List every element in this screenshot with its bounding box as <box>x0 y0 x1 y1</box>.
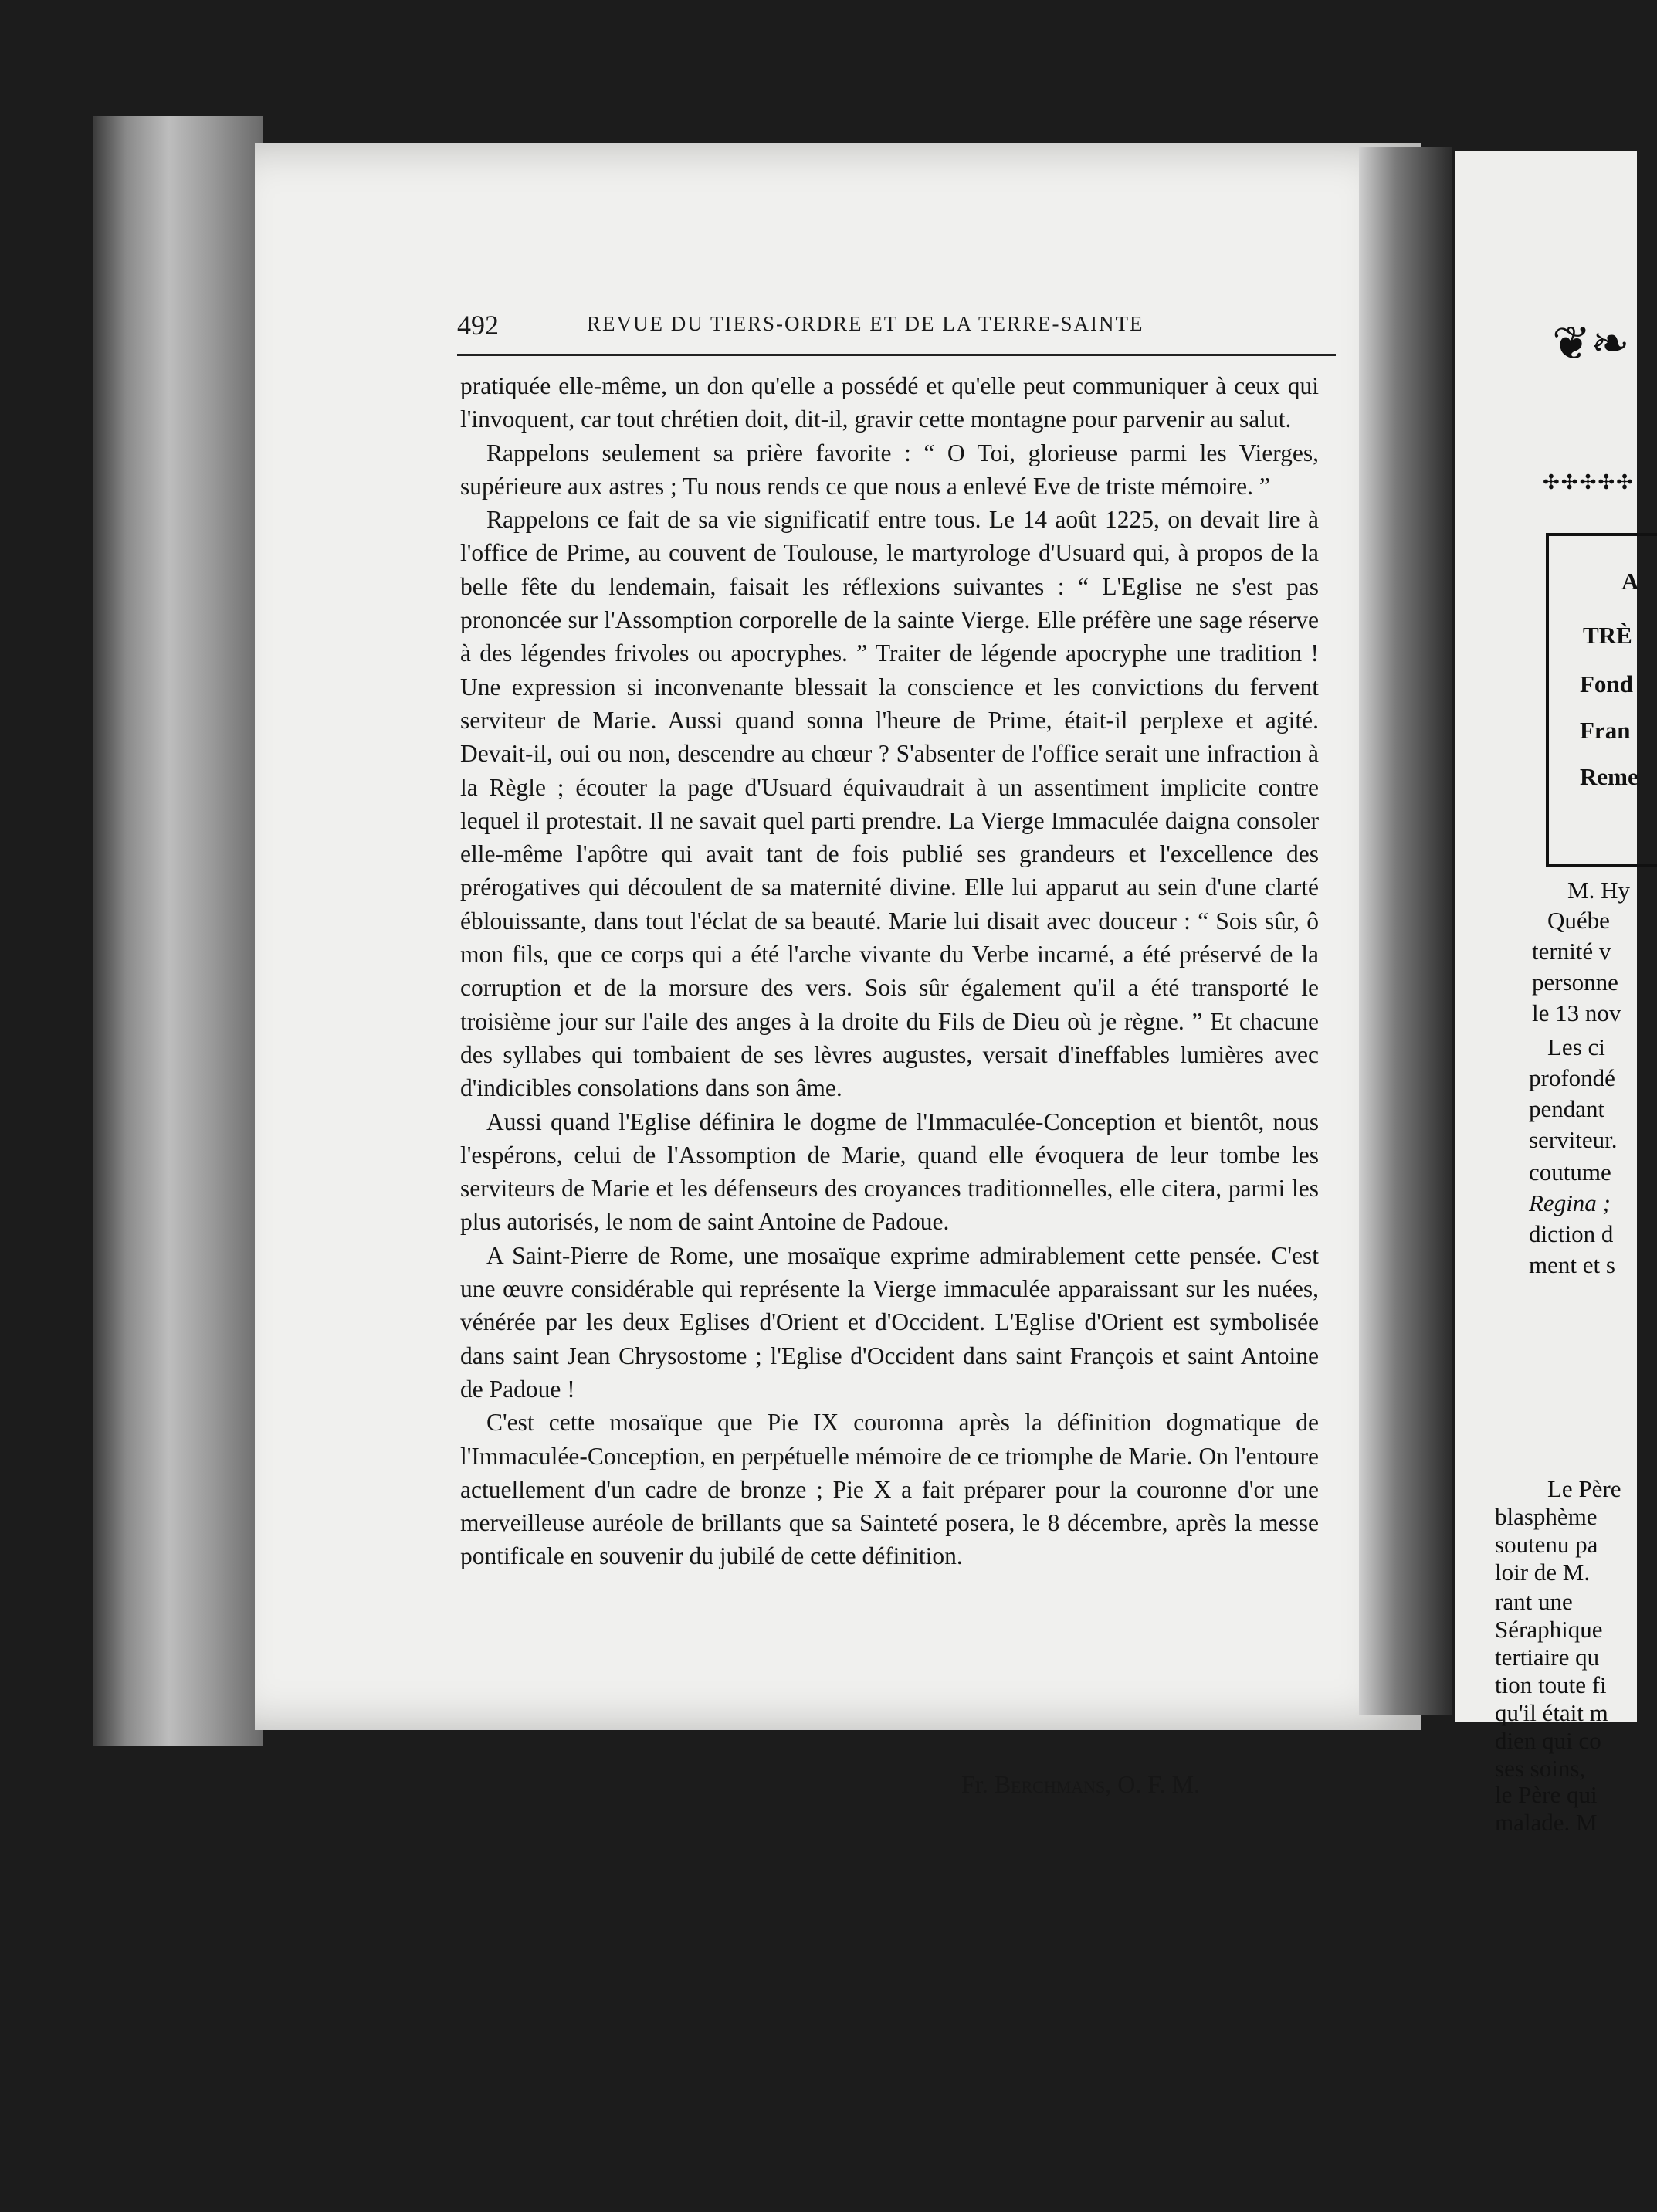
book-gutter <box>1359 147 1452 1715</box>
rp-line-a9: serviteur. <box>1529 1126 1618 1153</box>
book-page-edges <box>93 116 263 1746</box>
rp-line-b11: ses soins, <box>1495 1755 1586 1782</box>
paragraph-4: Aussi quand l'Eglise définira le dogme de l'Immaculée-Conception et bientôt, nous l'espérons, celui de l'Assomption de Marie, quand elle évoquera de leur tombe les serviteurs de Marie et les défenseurs des croyances traditionnelles, elle citera, parmi les plus autorisés, le nom de saint Antoine de Padoue. <box>460 1108 1319 1236</box>
box-line-4: Fran <box>1580 717 1631 744</box>
rp-line-b6: Séraphique <box>1495 1616 1603 1643</box>
paragraph-6: C'est cette mosaïque que Pie IX couronna après la définition dogmatique de l'Immaculée-Conception, en perpétuelle mémoire de ce triomphe de Marie. On l'entoure actuellement d'un cadre de bronze ; Pie X a fait préparer pour la couronne d'or une merveilleuse auréole de brillants que sa Sainteté posera, le 8 décembre, après la messe pontificale en souvenir du jubilé de cette définition. <box>460 1409 1319 1570</box>
header-rule <box>457 354 1336 356</box>
box-line-3: Fond <box>1580 670 1633 697</box>
paragraph-2: Rappelons seulement sa prière favorite : “ O Toi, glorieuse parmi les Vierges, supérieure aux astres ; Tu nous rends ce que nous a enlevé Eve de triste mémoire. ” <box>460 439 1319 500</box>
rp-line-a11: Regina ; <box>1529 1189 1611 1216</box>
rp-line-b4: loir de M. <box>1495 1559 1591 1586</box>
rp-line-a3: ternité v <box>1532 938 1611 965</box>
rp-line-a6: Les ci <box>1547 1033 1605 1060</box>
author-signature <box>961 1770 1200 1799</box>
rp-line-b2: blasphème <box>1495 1503 1598 1530</box>
rp-line-a13: ment et s <box>1529 1251 1615 1278</box>
rp-line-a4: personne <box>1532 969 1618 996</box>
rp-line-b5: rant une <box>1495 1588 1573 1615</box>
signature-name: Berchmans <box>994 1770 1106 1798</box>
running-head: REVUE DU TIERS-ORDRE ET DE LA TERRE-SAINTE <box>587 312 1144 335</box>
rp-line-b9: qu'il était m <box>1495 1699 1608 1726</box>
rp-line-b3: soutenu pa <box>1495 1531 1598 1558</box>
fleuron-ornament: ❦❧ <box>1552 318 1630 369</box>
rp-line-b13: malade. M <box>1495 1809 1598 1836</box>
rp-line-a2: Québe <box>1547 907 1610 934</box>
title-box <box>1546 533 1657 867</box>
page-number: 492 <box>457 310 499 341</box>
box-line-2: TRÈ <box>1583 622 1632 649</box>
paragraph-3: Rappelons ce fait de sa vie significatif entre tous. Le 14 août 1225, on devait lire à l'office de Prime, au couvent de Toulouse, le martyrologe d'Usuard qui, à propos de la belle fête du lendemain, faisait les réflexions suivantes : “ L'Eglise ne s'est pas prononcée sur l'Assomption corporelle de la sainte Vierge. Elle préfère une sage réserve à des légendes frivoles ou apocryphes. ” Traiter de légende apocryphe une tradition ! Une expression si inconvenante blessait la conscience et les convictions du fervent serviteur de Marie. Aussi quand sonna l'heure de Prime, était-il perplexe et agité. Devait-il, oui ou non, descendre au chœur ? S'absenter de l'office serait une infraction à la Règle ; écouter la page d'Usuard équivaudrait à un assentiment implicite contre lequel il protestait. Il ne savait quel parti prendre. La Vierge Immaculée daigna consoler elle-même l'apôtre qui avait tant de fois publié ses grandeurs et l'excellence des prérogatives qui découlent de sa maternité divine. Elle lui apparut au sein d'une clarté éblouissante, dans tout l'éclat de sa beauté. Marie lui disait avec douceur : “ Sois sûr, ô mon fils, que ce corps qui a été l'arche vivante du Verbe incarné, a été préservé de la corruption et de la morsure des vers. Sois sûr également qu'il a été transporté le troisième jour sur l'aile des anges à la droite du Fils de Dieu où je règne. ” Et chacune des syllabes qui tombaient de ses lèvres augustes, versait d'ineffables lumières avec d'indicibles consolations dans son âme. <box>460 506 1319 1102</box>
rp-line-b8: tion toute fi <box>1495 1671 1607 1698</box>
rp-line-a8: pendant <box>1529 1095 1605 1122</box>
box-line-1: A <box>1621 568 1639 595</box>
signature-prefix: Fr. <box>961 1770 995 1798</box>
article-body <box>460 369 1319 1573</box>
rp-line-b12: le Père qui <box>1495 1781 1598 1808</box>
signature-suffix: , O. F. M. <box>1105 1770 1201 1798</box>
rp-line-a12: diction d <box>1529 1220 1614 1247</box>
rp-line-a5: le 13 nov <box>1532 999 1621 1026</box>
rp-line-b7: tertiaire qu <box>1495 1644 1600 1671</box>
rp-line-a10: coutume <box>1529 1159 1611 1186</box>
paragraph-1: pratiquée elle-même, un don qu'elle a possédé et qu'elle peut communiquer à ceux qui l'invoquent, car tout chrétien doit, dit-il, gravir cette montagne pour parvenir au salut. <box>460 372 1319 433</box>
rp-line-a1: M. Hy <box>1567 877 1630 904</box>
rp-line-b1: Le Père <box>1547 1475 1621 1502</box>
box-line-5: Reme <box>1580 763 1638 790</box>
rp-line-b10: dien qui co <box>1495 1727 1601 1754</box>
rp-line-a7: profondé <box>1529 1064 1615 1091</box>
ornamental-border: ✣✣✣✣✣ <box>1543 471 1635 494</box>
paragraph-5: A Saint-Pierre de Rome, une mosaïque exprime admirablement cette pensée. C'est une œuvre considérable qui représente la Vierge immaculée apparaissant sur les nuées, vénérée par les deux Eglises d'Orient et d'Occident. L'Eglise d'Orient est symbolisée dans saint Jean Chrysostome ; l'Eglise d'Occident dans saint François et saint Antoine de Padoue ! <box>460 1241 1319 1403</box>
